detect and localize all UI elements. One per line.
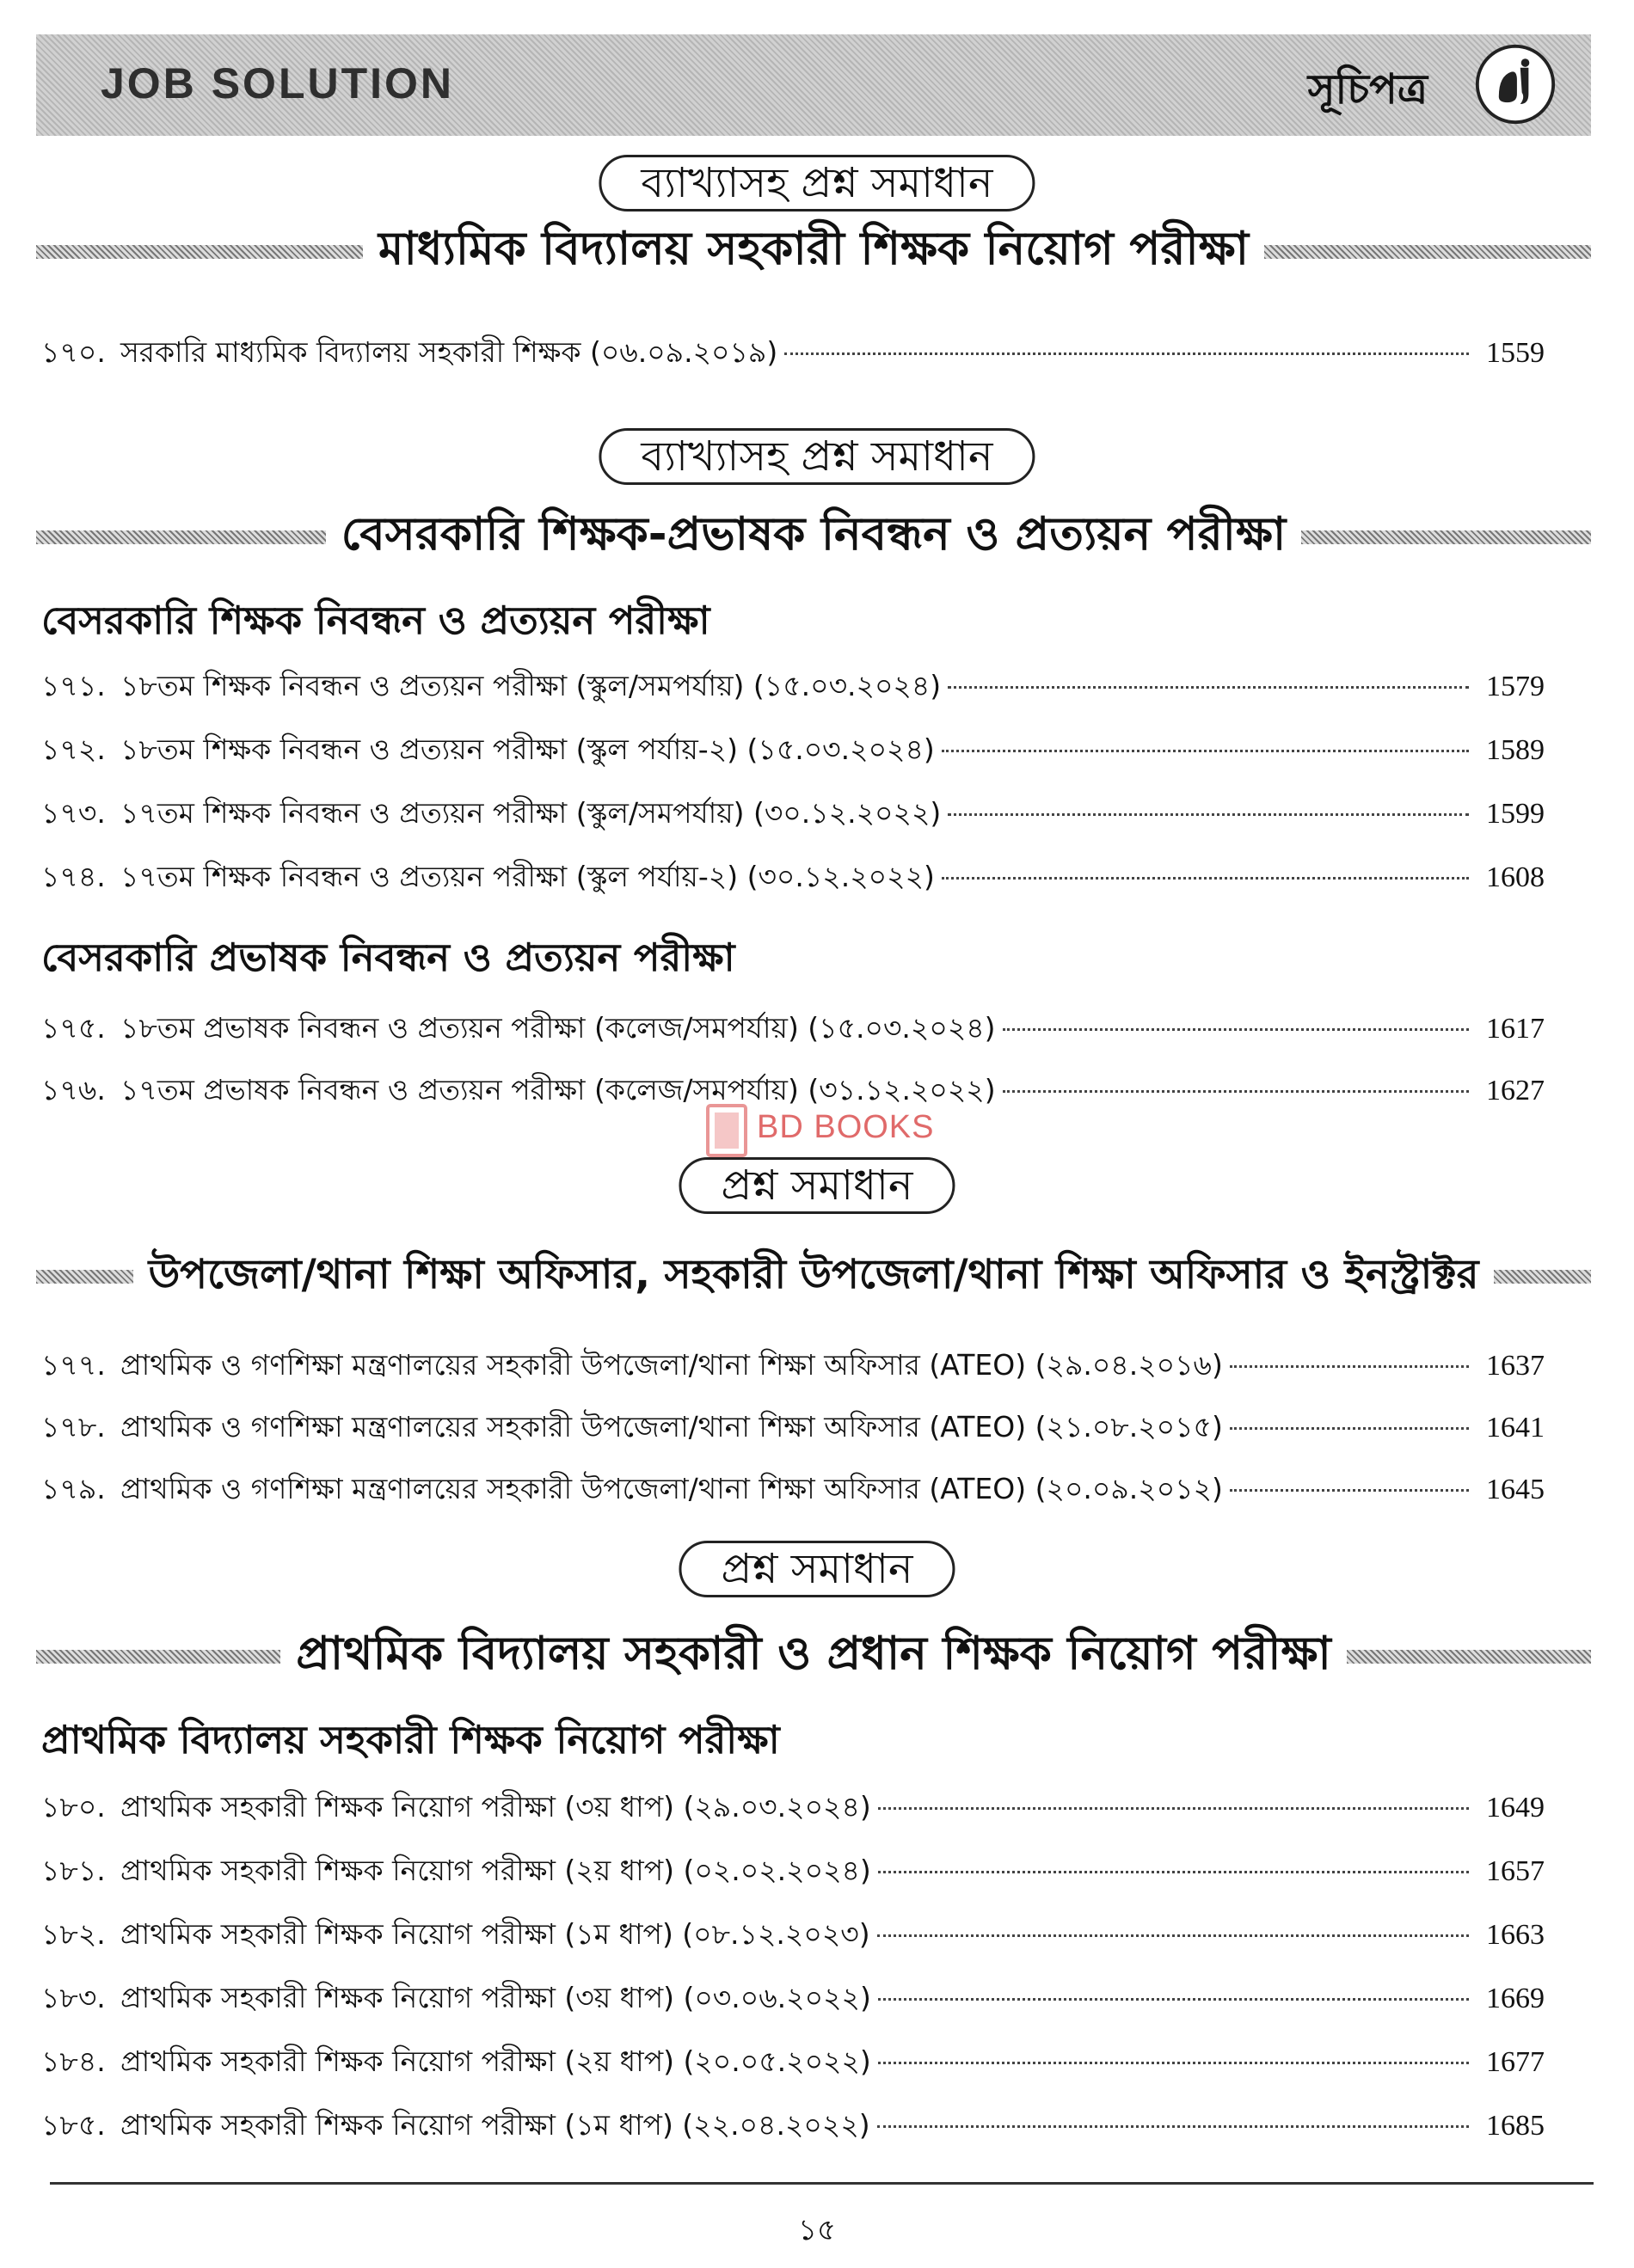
dot-leader bbox=[948, 813, 1469, 816]
hatched-bar-right bbox=[1347, 1650, 1591, 1664]
dot-leader bbox=[878, 2062, 1469, 2064]
subsection-heading: বেসরকারি শিক্ষক নিবন্ধন ও প্রত্যয়ন পরীক্ষা bbox=[41, 598, 710, 643]
entry-number: ১৭৪. bbox=[41, 860, 106, 893]
hatched-bar-right bbox=[1264, 245, 1591, 259]
toc-entry[interactable] bbox=[41, 727, 1545, 769]
entry-page: 1649 bbox=[1486, 1792, 1545, 1824]
hatched-bar-left bbox=[36, 245, 363, 259]
entry-page: 1627 bbox=[1486, 1075, 1545, 1106]
section-title-text: প্রাথমিক বিদ্যালয় সহকারী ও প্রধান শিক্ষক নিয়োগ পরীক্ষা bbox=[296, 1627, 1331, 1680]
dot-leader bbox=[784, 352, 1469, 355]
entry-number: ১৭৩. bbox=[41, 796, 106, 830]
watermark-text: BD BOOKS bbox=[757, 1109, 935, 1145]
entry-number: ১৭৮. bbox=[41, 1410, 106, 1444]
dot-leader bbox=[877, 2125, 1469, 2128]
entry-title: ১৭তম প্রভাষক নিবন্ধন ও প্রত্যয়ন পরীক্ষা (কলেজ/সমপর্যায়) (৩১.১২.২০২২) bbox=[120, 1073, 996, 1106]
entry-page: 1559 bbox=[1486, 337, 1545, 369]
entry-title: ১৭তম শিক্ষক নিবন্ধন ও প্রত্যয়ন পরীক্ষা (স্কুল/সমপর্যায়) (৩০.১২.২০২২) bbox=[120, 796, 942, 830]
entry-page: 1645 bbox=[1486, 1474, 1545, 1505]
dot-leader bbox=[878, 1807, 1469, 1810]
dot-leader bbox=[942, 750, 1469, 752]
entry-number: ১৭৬. bbox=[41, 1073, 106, 1106]
entry-page: 1608 bbox=[1486, 861, 1545, 893]
dot-leader bbox=[878, 1871, 1469, 1873]
hatched-bar-right bbox=[1301, 530, 1591, 544]
dot-leader bbox=[1003, 1090, 1469, 1093]
footer-rule bbox=[50, 2182, 1594, 2185]
dot-leader bbox=[948, 686, 1469, 689]
section-2-title bbox=[36, 507, 1591, 567]
toc-entry[interactable] bbox=[41, 1976, 1545, 2017]
entry-page: 1579 bbox=[1486, 671, 1545, 702]
section-3-title bbox=[36, 1247, 1591, 1307]
entry-number: ১৭০. bbox=[41, 335, 106, 369]
page-header bbox=[36, 34, 1591, 136]
section-2-pill: ব্যাখ্যাসহ প্রশ্ন সমাধান bbox=[599, 428, 1035, 485]
publisher-logo-icon bbox=[1474, 43, 1557, 126]
hatched-bar-left bbox=[36, 530, 326, 544]
entry-number: ১৮৩. bbox=[41, 1981, 106, 2014]
entry-title: প্রাথমিক সহকারী শিক্ষক নিয়োগ পরীক্ষা (১ম ধাপ) (২২.০৪.২০২২) bbox=[120, 2108, 870, 2142]
section-4-pill: প্রশ্ন সমাধান bbox=[679, 1541, 955, 1597]
entry-number: ১৭২. bbox=[41, 733, 106, 766]
entry-number: ১৭৯. bbox=[41, 1472, 106, 1505]
dot-leader bbox=[942, 877, 1469, 880]
toc-entry[interactable] bbox=[41, 1912, 1545, 1953]
toc-entry[interactable] bbox=[41, 1006, 1545, 1047]
hatched-bar-left bbox=[36, 1650, 280, 1664]
entry-title: প্রাথমিক ও গণশিক্ষা মন্ত্রণালয়ের সহকারী উপজেলা/থানা শিক্ষা অফিসার (ATEO) (২৯.০৪.২০১৬) bbox=[120, 1348, 1223, 1382]
dot-leader bbox=[1230, 1427, 1469, 1430]
entry-number: ১৮০. bbox=[41, 1790, 106, 1824]
entry-number: ১৮২. bbox=[41, 1917, 106, 1951]
toc-entry[interactable] bbox=[41, 330, 1545, 371]
section-4-title bbox=[36, 1627, 1591, 1687]
hatched-bar-left bbox=[36, 1270, 133, 1284]
entry-number: ১৭৫. bbox=[41, 1011, 106, 1045]
toc-entry[interactable] bbox=[41, 2103, 1545, 2144]
entry-number: ১৮৪. bbox=[41, 2044, 106, 2078]
section-title-text: উপজেলা/থানা শিক্ষা অফিসার, সহকারী উপজেলা/থানা শিক্ষা অফিসার ও ইনস্ট্রাক্টর bbox=[148, 1251, 1479, 1298]
entry-title: সরকারি মাধ্যমিক বিদ্যালয় সহকারী শিক্ষক (০৬.০৯.২০১৯) bbox=[120, 335, 778, 369]
toc-entry[interactable] bbox=[41, 1405, 1545, 1446]
entry-title: ১৮তম শিক্ষক নিবন্ধন ও প্রত্যয়ন পরীক্ষা (স্কুল পর্যায়-২) (১৫.০৩.২০২৪) bbox=[120, 733, 935, 766]
section-title-text: বেসরকারি শিক্ষক-প্রভাষক নিবন্ধন ও প্রত্যয়ন পরীক্ষা bbox=[341, 508, 1287, 561]
toc-entry[interactable] bbox=[41, 855, 1545, 896]
header-title: সূচিপত্র bbox=[1307, 65, 1428, 113]
hatched-bar-right bbox=[1494, 1270, 1591, 1284]
entry-title: ১৭তম শিক্ষক নিবন্ধন ও প্রত্যয়ন পরীক্ষা (স্কুল পর্যায়-২) (৩০.১২.২০২২) bbox=[120, 860, 935, 893]
page-number: ১৫ bbox=[797, 2213, 837, 2247]
dot-leader bbox=[878, 1998, 1469, 2001]
entry-title: প্রাথমিক ও গণশিক্ষা মন্ত্রণালয়ের সহকারী উপজেলা/থানা শিক্ষা অফিসার (ATEO) (২০.০৯.২০১২) bbox=[120, 1472, 1223, 1505]
entry-page: 1685 bbox=[1486, 2110, 1545, 2142]
section-1-pill: ব্যাখ্যাসহ প্রশ্ন সমাধান bbox=[599, 155, 1035, 211]
entry-number: ১৮১. bbox=[41, 1854, 106, 1887]
entry-title: ১৮তম প্রভাষক নিবন্ধন ও প্রত্যয়ন পরীক্ষা (কলেজ/সমপর্যায়) (১৫.০৩.২০২৪) bbox=[120, 1011, 996, 1045]
entry-title: ১৮তম শিক্ষক নিবন্ধন ও প্রত্যয়ন পরীক্ষা (স্কুল/সমপর্যায়) (১৫.০৩.২০২৪) bbox=[120, 669, 942, 702]
dot-leader bbox=[1003, 1028, 1469, 1031]
entry-page: 1599 bbox=[1486, 798, 1545, 830]
entry-number: ১৮৫. bbox=[41, 2108, 106, 2142]
dot-leader bbox=[1230, 1365, 1469, 1368]
section-3-pill: প্রশ্ন সমাধান bbox=[679, 1157, 955, 1214]
toc-entry[interactable] bbox=[41, 2039, 1545, 2081]
dot-leader bbox=[877, 1934, 1469, 1937]
subsection-heading: বেসরকারি প্রভাষক নিবন্ধন ও প্রত্যয়ন পরীক্ষা bbox=[41, 935, 735, 980]
section-1-title bbox=[36, 222, 1591, 282]
toc-entry[interactable] bbox=[41, 1467, 1545, 1508]
entry-page: 1657 bbox=[1486, 1855, 1545, 1887]
brand-title: JOB SOLUTION bbox=[101, 59, 455, 107]
entry-page: 1617 bbox=[1486, 1013, 1545, 1045]
toc-entry[interactable] bbox=[41, 664, 1545, 705]
entry-page: 1637 bbox=[1486, 1350, 1545, 1382]
subsection-heading: প্রাথমিক বিদ্যালয় সহকারী শিক্ষক নিয়োগ পরীক্ষা bbox=[41, 1717, 780, 1762]
entry-number: ১৭১. bbox=[41, 669, 106, 702]
toc-entry[interactable] bbox=[41, 1848, 1545, 1890]
entry-page: 1677 bbox=[1486, 2046, 1545, 2078]
toc-entry[interactable] bbox=[41, 1785, 1545, 1826]
entry-title: প্রাথমিক সহকারী শিক্ষক নিয়োগ পরীক্ষা (৩য় ধাপ) (২৯.০৩.২০২৪) bbox=[120, 1790, 871, 1824]
section-title-text: মাধ্যমিক বিদ্যালয় সহকারী শিক্ষক নিয়োগ পরীক্ষা bbox=[378, 223, 1249, 275]
entry-page: 1669 bbox=[1486, 1983, 1545, 2014]
entry-number: ১৭৭. bbox=[41, 1348, 106, 1382]
entry-title: প্রাথমিক ও গণশিক্ষা মন্ত্রণালয়ের সহকারী উপজেলা/থানা শিক্ষা অফিসার (ATEO) (২১.০৮.২০১৫) bbox=[120, 1410, 1223, 1444]
entry-page: 1589 bbox=[1486, 734, 1545, 766]
toc-entry[interactable] bbox=[41, 791, 1545, 832]
entry-title: প্রাথমিক সহকারী শিক্ষক নিয়োগ পরীক্ষা (৩য় ধাপ) (০৩.০৬.২০২২) bbox=[120, 1981, 871, 2014]
entry-title: প্রাথমিক সহকারী শিক্ষক নিয়োগ পরীক্ষা (২য় ধাপ) (০২.০২.২০২৪) bbox=[120, 1854, 871, 1887]
toc-entry[interactable] bbox=[41, 1343, 1545, 1384]
entry-page: 1663 bbox=[1486, 1919, 1545, 1951]
entry-page: 1641 bbox=[1486, 1412, 1545, 1444]
dot-leader bbox=[1230, 1489, 1469, 1492]
entry-title: প্রাথমিক সহকারী শিক্ষক নিয়োগ পরীক্ষা (২য় ধাপ) (২০.০৫.২০২২) bbox=[120, 2044, 871, 2078]
entry-title: প্রাথমিক সহকারী শিক্ষক নিয়োগ পরীক্ষা (১ম ধাপ) (০৮.১২.২০২৩) bbox=[120, 1917, 870, 1951]
